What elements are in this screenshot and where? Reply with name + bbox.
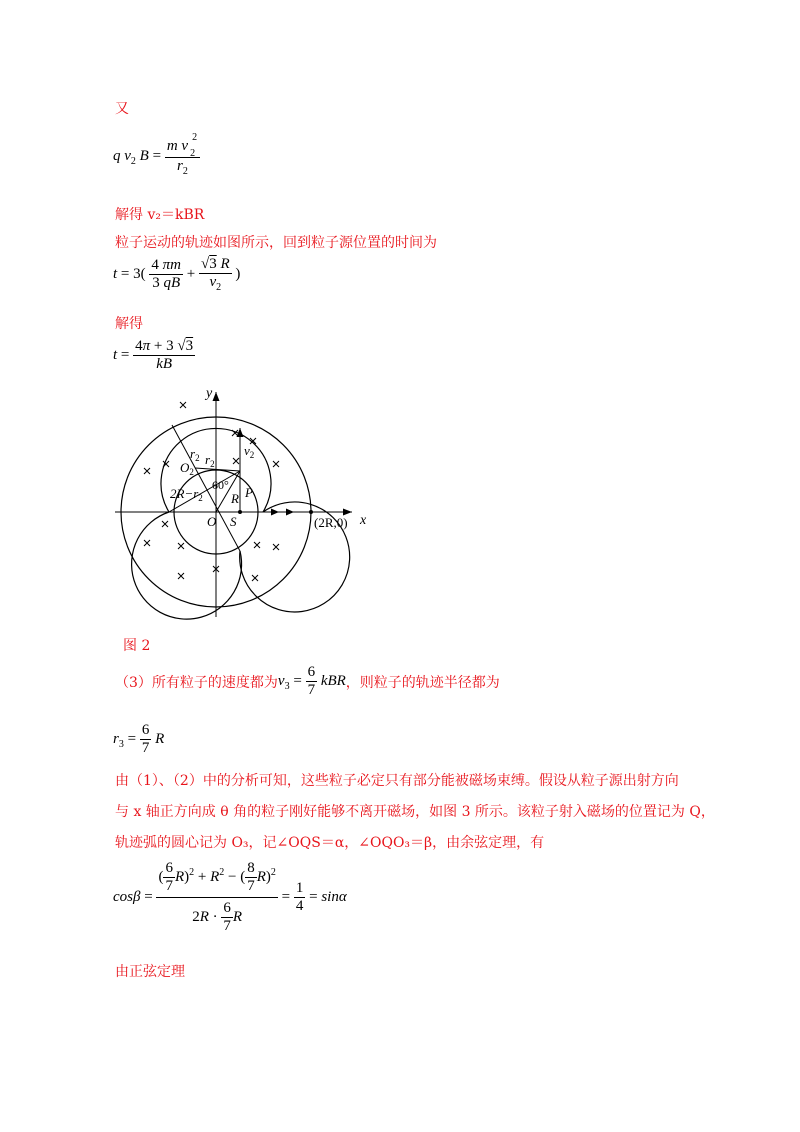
label-O2: $O_2$: [180, 460, 194, 477]
text-you: 又: [115, 101, 129, 117]
text-paragraph-3: 轨迹弧的圆心记为 O₃，记∠OQS＝α，∠OQO₃＝β，由余弦定理，有: [115, 835, 545, 851]
text-part3-a: （3）所有粒子的速度都为: [115, 674, 278, 691]
text-paragraph-2: 与 x 轴正方向成 θ 角的粒子刚好能够不离开磁场，如图 3 所示。该粒子射入磁场的位置记为 Q，: [115, 804, 715, 820]
equation-cosine: cosβ = ( $\frac{6}{7}$ $R)^2 + R^2$ − ( $\frac{8}{7}$ R)$^2$ 2R · $\frac{6}{7}$ R = $\frac{1}{4}$ = sinα: [113, 860, 347, 934]
point-boundary: [309, 510, 313, 514]
equation-time: t = 3( $\frac{4 \pi m}{3 qB}$ + $\frac{√3 R}{v_2}$ ): [113, 256, 241, 293]
fraction: $\frac{√3 R}{v_2}$: [200, 256, 230, 293]
label-angle: 60°: [212, 478, 229, 492]
label-y: y: [206, 386, 213, 401]
fraction: $\frac{6}{7}$: [307, 664, 316, 698]
text-paragraph-1: 由（1）、（2）中的分析可知，这些粒子必定只有部分能被磁场束缚。假设从粒子源出射方向: [115, 773, 679, 789]
y-axis-arrow: [213, 392, 220, 401]
label-O: O: [207, 514, 217, 529]
label-point-2R: (2R,0): [314, 515, 348, 530]
text-solve-v2: 解得 v₂＝kBR: [115, 207, 205, 223]
label-r2-outer: $r_2$: [190, 446, 200, 463]
trajectory-arc: [132, 512, 242, 619]
label-x: x: [360, 513, 367, 528]
text-trajectory: 粒子运动的轨迹如图所示，回到粒子源位置的时间为: [115, 235, 437, 251]
fraction: $\frac{4 \pi m}{3 qB}$: [151, 257, 181, 291]
direction-arrow: [286, 509, 294, 516]
fraction: $\frac{4\pi + 3 √3}{kB}$: [135, 338, 194, 372]
equation-r3: $r_3$ = $\frac{6}{7}$ R: [113, 722, 165, 756]
fraction: $\frac{m v^2_2}{r_2}$: [165, 136, 200, 177]
text-part3: [115, 664, 500, 699]
label-S: S: [230, 514, 237, 529]
direction-arrow: [271, 509, 279, 516]
text-part3-b: ，则粒子的轨迹半径都为: [345, 674, 500, 691]
label-v2: $v_2$: [244, 443, 255, 460]
label-R: R: [231, 491, 239, 506]
velocity-expr: $v_3$ = $\frac{6}{7}$ kBR: [277, 664, 346, 698]
figure-caption: 图 2: [123, 638, 151, 654]
equation-lorentz: q $v_2$ B = $\frac{m v^2_2}{r_2}$: [113, 136, 200, 177]
fraction: $\frac{1}{4}$: [295, 880, 304, 914]
fraction: $\frac{6}{7}$: [141, 722, 150, 756]
point-S: [238, 510, 242, 514]
equation-time-result: t = $\frac{4\pi + 3 √3}{kB}$: [113, 338, 194, 372]
text-solve: 解得: [115, 316, 143, 332]
label-r2-inner: $r_2$: [205, 452, 215, 469]
label-two-r: $2R-r_2$: [170, 486, 203, 503]
text-sine-law: 由正弦定理: [115, 964, 185, 980]
label-P: P: [245, 485, 253, 500]
fraction: ( $\frac{6}{7}$ $R)^2 + R^2$ − ( $\frac{8}{7}$ R)$^2$ 2R · $\frac{6}{7}$ R: [158, 860, 276, 934]
trajectory-figure: [108, 383, 388, 623]
